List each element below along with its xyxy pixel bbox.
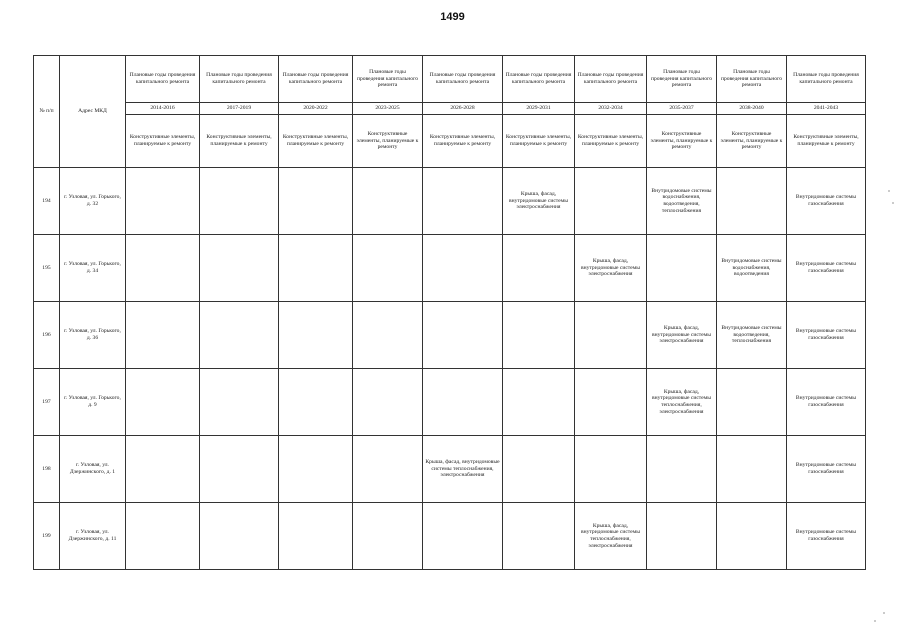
- row-address: г. Узловая, ул. Дзержинского, д. 1: [60, 436, 126, 503]
- repair-elements-cell: Внутридомовые системы газоснабжения: [787, 168, 866, 235]
- table-row: [34, 168, 866, 235]
- header-period-title: Плановые годы проведения капитального ремонта: [126, 56, 200, 103]
- repair-elements-cell: Крыша, фасад, внутридомовые системы теплоснабжения, электроснабжения: [647, 369, 717, 436]
- header-period-range: 2035-2037: [647, 103, 717, 115]
- capital-repair-plan-table: [33, 55, 866, 570]
- table-row: [34, 302, 866, 369]
- repair-elements-cell: [200, 302, 279, 369]
- table-row: [34, 436, 866, 503]
- header-period-range: 2014-2016: [126, 103, 200, 115]
- repair-elements-cell: [503, 369, 575, 436]
- repair-elements-cell: [353, 302, 423, 369]
- row-number: 194: [34, 168, 60, 235]
- table-row: [34, 369, 866, 436]
- header-period-range: 2029-2031: [503, 103, 575, 115]
- repair-elements-cell: [126, 369, 200, 436]
- table-row: [34, 235, 866, 302]
- repair-elements-cell: [503, 503, 575, 570]
- header-period-range: 2017-2019: [200, 103, 279, 115]
- repair-elements-cell: [575, 369, 647, 436]
- repair-elements-cell: [423, 235, 503, 302]
- row-address: г. Узловая, ул. Горького, д. 36: [60, 302, 126, 369]
- header-period-elements: Конструктивные элементы, планируемые к ремонту: [717, 115, 787, 168]
- repair-elements-cell: [279, 302, 353, 369]
- repair-elements-cell: [279, 369, 353, 436]
- repair-elements-cell: [126, 168, 200, 235]
- repair-elements-cell: [717, 168, 787, 235]
- header-number: № п/п: [34, 56, 60, 168]
- row-address: г. Узловая, ул. Горького, д. 9: [60, 369, 126, 436]
- header-period-title: Плановые годы проведения капитального ремонта: [200, 56, 279, 103]
- repair-elements-cell: [279, 436, 353, 503]
- repair-elements-cell: [575, 302, 647, 369]
- header-period-range: 2023-2025: [353, 103, 423, 115]
- row-number: 199: [34, 503, 60, 570]
- header-period-title: Плановые годы проведения капитального ремонта: [503, 56, 575, 103]
- repair-elements-cell: Внутридомовые системы газоснабжения: [787, 369, 866, 436]
- header-period-elements: Конструктивные элементы, планируемые к ремонту: [126, 115, 200, 168]
- repair-elements-cell: [423, 168, 503, 235]
- repair-elements-cell: [279, 168, 353, 235]
- repair-elements-cell: [647, 503, 717, 570]
- repair-elements-cell: [423, 369, 503, 436]
- repair-elements-cell: [717, 369, 787, 436]
- repair-elements-cell: [200, 369, 279, 436]
- repair-elements-cell: Внутридомовые системы водоотведения, теплоснабжения: [717, 302, 787, 369]
- scan-speck: [888, 190, 890, 192]
- row-number: 196: [34, 302, 60, 369]
- header-period-elements: Конструктивные элементы, планируемые к ремонту: [647, 115, 717, 168]
- repair-elements-cell: [503, 436, 575, 503]
- repair-elements-cell: [503, 302, 575, 369]
- repair-elements-cell: Внутридомовые системы водоснабжения, водоотведения: [717, 235, 787, 302]
- repair-elements-cell: [126, 302, 200, 369]
- header-period-elements: Конструктивные элементы, планируемые к ремонту: [575, 115, 647, 168]
- header-period-range: 2020-2022: [279, 103, 353, 115]
- repair-elements-cell: [200, 168, 279, 235]
- header-period-title: Плановые годы проведения капитального ремонта: [575, 56, 647, 103]
- repair-elements-cell: Крыша, фасад, внутридомовые системы теплоснабжения, электроснабжения: [423, 436, 503, 503]
- repair-elements-cell: Крыша, фасад, внутридомовые системы теплоснабжения, электроснабжения: [575, 503, 647, 570]
- repair-elements-cell: Крыша, фасад, внутридомовые системы электроснабжения: [503, 168, 575, 235]
- header-period-title: Плановые годы проведения капитального ремонта: [717, 56, 787, 103]
- header-period-title: Плановые годы проведения капитального ремонта: [279, 56, 353, 103]
- header-period-title: Плановые годы проведения капитального ремонта: [647, 56, 717, 103]
- repair-elements-cell: [353, 235, 423, 302]
- table-row: [34, 503, 866, 570]
- header-period-range: 2026-2028: [423, 103, 503, 115]
- header-period-title: Плановые годы проведения капитального ремонта: [353, 56, 423, 103]
- header-period-title: Плановые годы проведения капитального ремонта: [787, 56, 866, 103]
- repair-elements-cell: Внутридомовые системы водоснабжения, водоотведения, теплоснабжения: [647, 168, 717, 235]
- repair-elements-cell: [503, 235, 575, 302]
- header-period-title: Плановые годы проведения капитального ремонта: [423, 56, 503, 103]
- scan-speck: [874, 620, 876, 622]
- repair-elements-cell: Внутридомовые системы газоснабжения: [787, 302, 866, 369]
- table-header: [34, 56, 866, 168]
- repair-elements-cell: [200, 436, 279, 503]
- repair-elements-cell: Внутридомовые системы газоснабжения: [787, 503, 866, 570]
- table-body: [34, 168, 866, 570]
- repair-elements-cell: Внутридомовые системы газоснабжения: [787, 436, 866, 503]
- repair-elements-cell: [647, 436, 717, 503]
- row-address: г. Узловая, ул. Горького, д. 34: [60, 235, 126, 302]
- header-period-range: 2041-2043: [787, 103, 866, 115]
- header-address: Адрес МКД: [60, 56, 126, 168]
- row-number: 195: [34, 235, 60, 302]
- repair-elements-cell: [126, 235, 200, 302]
- scan-speck: [892, 202, 894, 204]
- header-period-elements: Конструктивные элементы, планируемые к ремонту: [353, 115, 423, 168]
- repair-elements-cell: [647, 235, 717, 302]
- repair-elements-cell: Крыша, фасад, внутридомовые системы электроснабжения: [647, 302, 717, 369]
- row-number: 197: [34, 369, 60, 436]
- repair-elements-cell: [279, 235, 353, 302]
- header-period-elements: Конструктивные элементы, планируемые к ремонту: [423, 115, 503, 168]
- repair-elements-cell: [575, 436, 647, 503]
- repair-elements-cell: [126, 503, 200, 570]
- page-number: 1499: [440, 11, 465, 23]
- row-address: г. Узловая, ул. Горького, д. 32: [60, 168, 126, 235]
- scan-speck: [883, 612, 885, 614]
- header-period-range: 2038-2040: [717, 103, 787, 115]
- row-number: 198: [34, 436, 60, 503]
- repair-elements-cell: [353, 168, 423, 235]
- repair-elements-cell: [717, 436, 787, 503]
- repair-elements-cell: [353, 503, 423, 570]
- header-period-elements: Конструктивные элементы, планируемые к ремонту: [200, 115, 279, 168]
- repair-elements-cell: [575, 168, 647, 235]
- repair-elements-cell: Внутридомовые системы газоснабжения: [787, 235, 866, 302]
- repair-elements-cell: [717, 503, 787, 570]
- repair-elements-cell: [126, 436, 200, 503]
- repair-elements-cell: [353, 369, 423, 436]
- row-address: г. Узловая, ул. Дзержинского, д. 11: [60, 503, 126, 570]
- header-period-elements: Конструктивные элементы, планируемые к ремонту: [503, 115, 575, 168]
- repair-elements-cell: [423, 503, 503, 570]
- header-period-elements: Конструктивные элементы, планируемые к ремонту: [787, 115, 866, 168]
- repair-elements-cell: [279, 503, 353, 570]
- repair-elements-cell: [353, 436, 423, 503]
- header-period-range: 2032-2034: [575, 103, 647, 115]
- repair-elements-cell: [200, 503, 279, 570]
- repair-elements-cell: Крыша, фасад, внутридомовые системы электроснабжения: [575, 235, 647, 302]
- repair-elements-cell: [423, 302, 503, 369]
- repair-elements-cell: [200, 235, 279, 302]
- header-period-elements: Конструктивные элементы, планируемые к ремонту: [279, 115, 353, 168]
